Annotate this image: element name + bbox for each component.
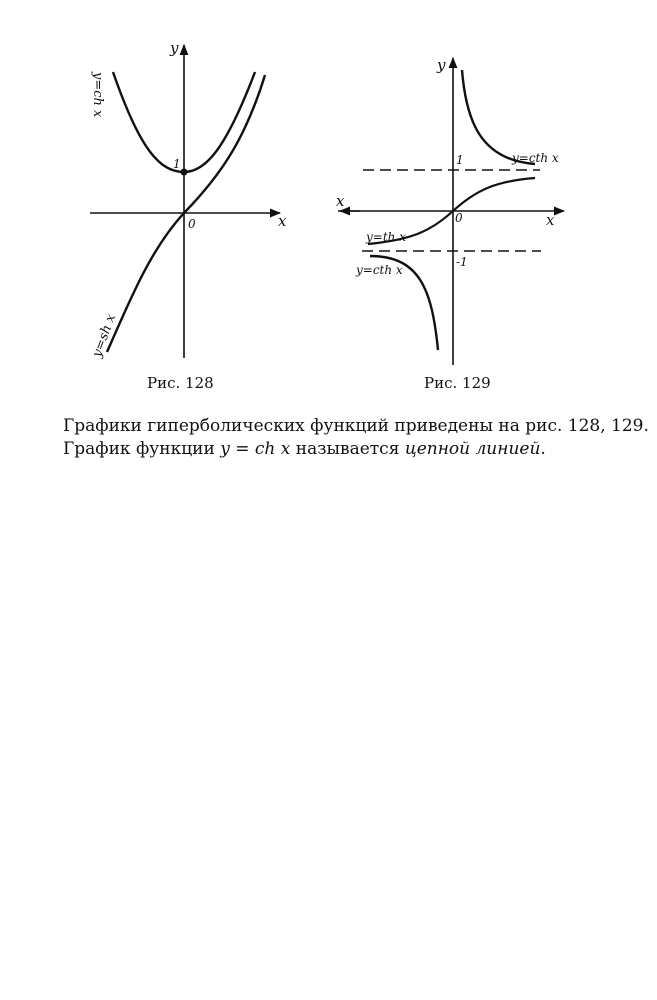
fig129-th-label: y=th x bbox=[366, 230, 406, 244]
fig129-cth-top-label: y=cth x bbox=[512, 151, 559, 165]
fig129-caption: Рис. 129 bbox=[424, 374, 491, 392]
formula-ch: y = ch x bbox=[220, 439, 291, 459]
fig128-y-label: y bbox=[170, 39, 179, 57]
term-catenary: цепной линией bbox=[404, 439, 541, 459]
fig129-cth-curve-positive bbox=[462, 70, 535, 164]
fig128-caption: Рис. 128 bbox=[147, 374, 214, 392]
fig128-x-label: x bbox=[278, 212, 287, 230]
figure-128 bbox=[89, 39, 287, 360]
body-line-2-end: . bbox=[540, 439, 546, 459]
body-line-1: Графики гиперболических функций приведены на рис. 128, 129. bbox=[63, 416, 649, 436]
figures-canvas bbox=[0, 0, 657, 400]
fig128-tick-one-label: 1 bbox=[173, 157, 181, 171]
body-line-2-middle: называется bbox=[290, 439, 405, 459]
fig129-tick-one-label: 1 bbox=[456, 153, 464, 167]
fig128-origin-label: 0 bbox=[188, 217, 196, 231]
figure-129 bbox=[336, 56, 564, 365]
fig129-x-label-right: x bbox=[546, 211, 555, 229]
fig129-y-label: y bbox=[437, 56, 446, 74]
fig129-origin-label: 0 bbox=[455, 211, 463, 225]
fig128-ch-label: y=ch x bbox=[90, 72, 105, 118]
fig129-x-label-left: x bbox=[336, 192, 345, 210]
fig129-cth-bottom-label: y=cth x bbox=[356, 263, 403, 277]
fig128-ch-point bbox=[181, 169, 188, 176]
body-line-2-start: График функции bbox=[63, 439, 221, 459]
fig129-tick-minus-one-label: -1 bbox=[456, 255, 468, 269]
fig128-sh-label: y=sh x bbox=[89, 312, 120, 360]
body-line-2 bbox=[63, 438, 603, 461]
